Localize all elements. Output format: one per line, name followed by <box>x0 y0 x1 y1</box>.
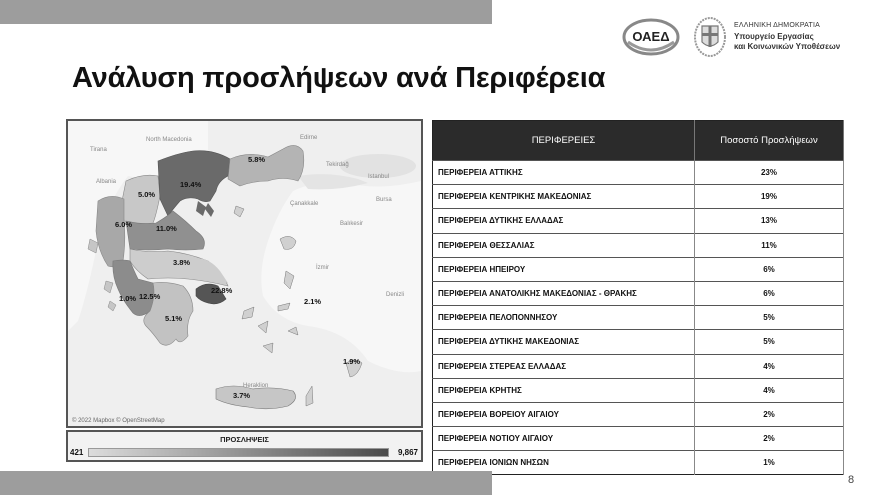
legend-max-value: 9,867 <box>397 448 418 457</box>
page-title: Ανάλυση προσλήψεων ανά Περιφέρεια <box>72 62 606 94</box>
map-label-north-macedonia: North Macedonia <box>146 137 192 143</box>
oaed-logo-text: ΟΑΕΔ <box>632 29 670 44</box>
percentage-cell: 1% <box>695 451 844 475</box>
region-cell: ΠΕΡΙΦΕΡΕΙΑ ΝΟΤΙΟΥ ΑΙΓΑΙΟΥ <box>433 427 695 451</box>
table-row <box>433 354 844 378</box>
ministry-line-3: και Κοινωνικών Υποθέσεων <box>734 42 841 51</box>
region-cell: ΠΕΡΙΦΕΡΕΙΑ ΚΕΝΤΡΙΚΗΣ ΜΑΚΕΔΟΝΙΑΣ <box>433 185 695 209</box>
percentage-cell: 2% <box>695 427 844 451</box>
table-row <box>433 209 844 233</box>
region-cell: ΠΕΡΙΦΕΡΕΙΑ ΗΠΕΙΡΟΥ <box>433 257 695 281</box>
region-cell: ΠΕΡΙΦΕΡΕΙΑ ΠΕΛΟΠΟΝΝΗΣΟΥ <box>433 306 695 330</box>
percentage-cell: 4% <box>695 354 844 378</box>
pct-central-greece: 3.8% <box>173 258 191 267</box>
column-header-percentage: Ποσοστό Προσλήψεων <box>695 121 844 161</box>
pct-north-aegean: 2.1% <box>304 297 322 306</box>
map-label-heraklion: Heraklion <box>243 383 269 389</box>
table-row <box>433 233 844 257</box>
pct-south-aegean: 1.9% <box>343 357 361 366</box>
percentage-cell: 5% <box>695 306 844 330</box>
map-credit[interactable]: © 2022 Mapbox © OpenStreetMap <box>72 418 165 424</box>
percentage-cell: 2% <box>695 402 844 426</box>
pct-ionian-islands: 1.0% <box>119 294 137 303</box>
greek-emblem-icon <box>693 16 727 58</box>
region-cell: ΠΕΡΙΦΕΡΕΙΑ ΑΤΤΙΚΗΣ <box>433 161 695 185</box>
table-row <box>433 161 844 185</box>
page-number: 8 <box>848 474 855 486</box>
percentage-cell: 11% <box>695 233 844 257</box>
oaed-logo <box>622 18 680 56</box>
map-label-albania: Albania <box>96 179 117 185</box>
map-label-istanbul: Istanbul <box>368 174 390 180</box>
table-row <box>433 257 844 281</box>
pct-western-greece: 12.5% <box>139 292 161 301</box>
region-cell: ΠΕΡΙΦΕΡΕΙΑ ΒΟΡΕΙΟΥ ΑΙΓΑΙΟΥ <box>433 402 695 426</box>
percentage-cell: 19% <box>695 185 844 209</box>
map-label-izmir: İzmir <box>316 265 329 271</box>
pct-western-macedonia: 5.0% <box>138 190 156 199</box>
region-cell: ΠΕΡΙΦΕΡΕΙΑ ΚΡΗΤΗΣ <box>433 378 695 402</box>
pct-crete: 3.7% <box>233 391 251 400</box>
region-cell: ΠΕΡΙΦΕΡΕΙΑ ΣΤΕΡΕΑΣ ΕΛΛΑΔΑΣ <box>433 354 695 378</box>
percentage-cell: 6% <box>695 257 844 281</box>
region-cell: ΠΕΡΙΦΕΡΕΙΑ ΘΕΣΣΑΛΙΑΣ <box>433 233 695 257</box>
pct-peloponnese: 5.1% <box>165 314 183 323</box>
percentage-cell: 4% <box>695 378 844 402</box>
percentage-cell: 5% <box>695 330 844 354</box>
table-row <box>433 378 844 402</box>
region-cell: ΠΕΡΙΦΕΡΕΙΑ ΔΥΤΙΚΗΣ ΜΑΚΕΔΟΝΙΑΣ <box>433 330 695 354</box>
column-header-regions: ΠΕΡΙΦΕΡΕΙΕΣ <box>433 121 695 161</box>
percentage-cell: 23% <box>695 161 844 185</box>
map-canvas <box>68 121 421 426</box>
region-epirus <box>96 196 125 266</box>
table-row <box>433 185 844 209</box>
pct-epirus: 6.0% <box>115 220 133 229</box>
pct-thessaly: 11.0% <box>156 224 177 233</box>
map-label-denizli: Denizli <box>386 292 405 298</box>
map-color-legend <box>66 430 423 462</box>
map-label-balikesir: Balıkesir <box>340 221 364 227</box>
legend-title: ΠΡΟΣΛΗΨΕΙΣ <box>220 435 269 444</box>
map-label-canakkale: Çanakkale <box>290 201 319 207</box>
bottom-decorative-bar <box>0 471 492 495</box>
legend-gradient-bar <box>88 448 389 457</box>
table-row <box>433 451 844 475</box>
region-crete <box>216 386 296 409</box>
percentage-cell: 6% <box>695 281 844 305</box>
pct-eastern-macedonia-thrace: 5.8% <box>248 155 266 164</box>
region-cell: ΠΕΡΙΦΕΡΕΙΑ ΑΝΑΤΟΛΙΚΗΣ ΜΑΚΕΔΟΝΙΑΣ - ΘΡΑΚΗΣ <box>433 281 695 305</box>
pct-central-macedonia: 19.4% <box>180 180 202 189</box>
legend-min-value: 421 <box>70 448 84 457</box>
table-row <box>433 402 844 426</box>
percentage-cell: 13% <box>695 209 844 233</box>
map-label-tekirdag: Tekirdağ <box>326 162 349 168</box>
table-row <box>433 306 844 330</box>
table-row <box>433 427 844 451</box>
region-eastern-macedonia-thrace <box>228 145 304 186</box>
regions-hiring-table <box>432 120 844 475</box>
pct-attica: 22.8% <box>211 286 233 295</box>
ministry-line-1: ΕΛΛΗΝΙΚΗ ΔΗΜΟΚΡΑΤΙΑ <box>734 22 821 29</box>
greece-choropleth-map[interactable] <box>66 119 423 428</box>
table-row <box>433 330 844 354</box>
map-label-edirne: Edirne <box>300 135 318 141</box>
region-cell: ΠΕΡΙΦΕΡΕΙΑ ΙΟΝΙΩΝ ΝΗΣΩΝ <box>433 451 695 475</box>
ministry-label <box>734 21 840 53</box>
region-western-macedonia <box>122 175 160 223</box>
map-label-bursa: Bursa <box>376 197 392 203</box>
table-header-row <box>433 121 844 161</box>
map-label-tirana: Tirana <box>90 147 107 153</box>
top-decorative-bar <box>0 0 492 24</box>
table-row <box>433 281 844 305</box>
ministry-line-2: Υπουργείο Εργασίας <box>734 31 814 41</box>
region-cell: ΠΕΡΙΦΕΡΕΙΑ ΔΥΤΙΚΗΣ ΕΛΛΑΔΑΣ <box>433 209 695 233</box>
